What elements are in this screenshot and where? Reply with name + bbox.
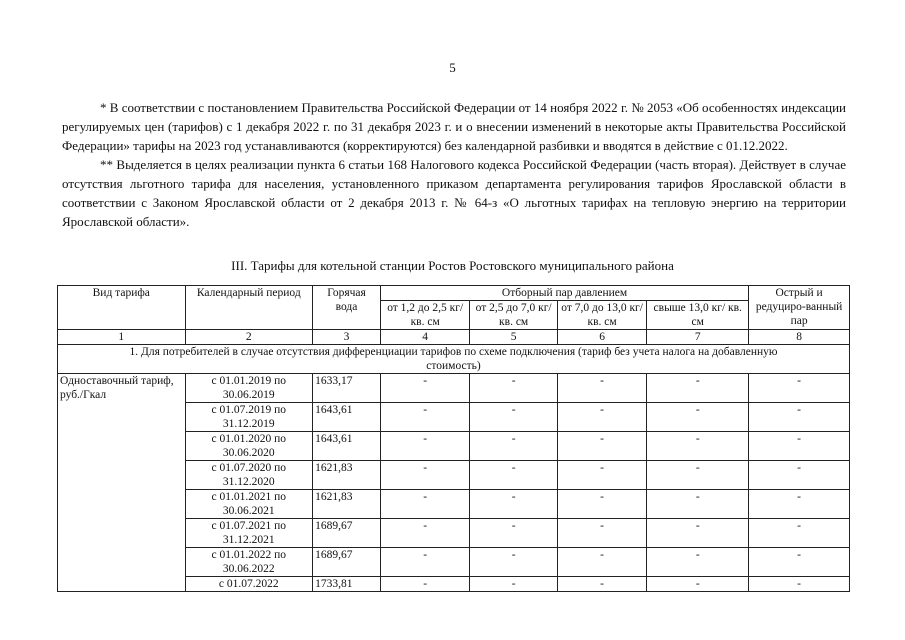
period-cell: с 01.07.2020 по 31.12.2020 xyxy=(185,461,313,490)
hot-water-cell: 1643,61 xyxy=(313,403,381,432)
value-cell: - xyxy=(749,519,850,548)
page-number: 5 xyxy=(449,60,456,75)
hot-water-cell: 1621,83 xyxy=(313,461,381,490)
value-cell: - xyxy=(647,577,749,592)
header-row-1 xyxy=(58,286,850,301)
header-hot-water: Горячая вода xyxy=(313,286,381,330)
period-cell: с 01.01.2021 по 30.06.2021 xyxy=(185,490,313,519)
column-number: 2 xyxy=(185,330,313,345)
period-cell: с 01.01.2019 по 30.06.2019 xyxy=(185,374,313,403)
period-cell: с 01.01.2020 по 30.06.2020 xyxy=(185,432,313,461)
column-number: 5 xyxy=(470,330,557,345)
value-cell: - xyxy=(647,374,749,403)
column-number: 1 xyxy=(58,330,186,345)
value-cell: - xyxy=(380,548,469,577)
header-tariff-type: Вид тарифа xyxy=(58,286,186,330)
value-cell: - xyxy=(470,432,557,461)
value-cell: - xyxy=(647,490,749,519)
table-title: III. Тарифы для котельной станции Ростов Ростовского муниципального района xyxy=(231,258,674,273)
value-cell: - xyxy=(557,432,646,461)
value-cell: - xyxy=(470,374,557,403)
value-cell: - xyxy=(557,519,646,548)
period-cell: с 01.07.2022 xyxy=(185,577,313,592)
value-cell: - xyxy=(380,461,469,490)
period-cell: с 01.07.2021 по 31.12.2021 xyxy=(185,519,313,548)
header-sharp-steam: Острый и редуциро-ванный пар xyxy=(749,286,850,330)
tariff-table xyxy=(57,285,850,592)
value-cell: - xyxy=(557,461,646,490)
footnote-2: ** Выделяется в целях реализации пункта 6 статьи 168 Налогового кодекса Российской Федерации (часть вторая). Действует в случае отсутствия льготного тарифа для населения, установленного приказом департамента регулирования тарифов Ярославской области в соответствии с Законом Ярославской области от 2 декабря 2013 г. № 64-з «О льготных тарифах на тепловую энергию на территории Ярославской области». xyxy=(62,157,846,229)
header-steam-2: от 2,5 до 7,0 кг/ кв. см xyxy=(470,301,557,330)
column-number: 8 xyxy=(749,330,850,345)
footnotes xyxy=(62,98,846,231)
column-number: 7 xyxy=(647,330,749,345)
value-cell: - xyxy=(557,548,646,577)
value-cell: - xyxy=(749,374,850,403)
column-numbers-row xyxy=(58,330,850,345)
column-number: 4 xyxy=(380,330,469,345)
value-cell: - xyxy=(557,577,646,592)
section-row xyxy=(58,345,850,374)
header-steam-4: свыше 13,0 кг/ кв. см xyxy=(647,301,749,330)
value-cell: - xyxy=(470,577,557,592)
period-cell: с 01.01.2022 по 30.06.2022 xyxy=(185,548,313,577)
value-cell: - xyxy=(557,403,646,432)
column-number: 3 xyxy=(313,330,381,345)
hot-water-cell: 1643,61 xyxy=(313,432,381,461)
value-cell: - xyxy=(749,432,850,461)
value-cell: - xyxy=(647,519,749,548)
period-cell: с 01.07.2019 по 31.12.2019 xyxy=(185,403,313,432)
value-cell: - xyxy=(749,461,850,490)
hot-water-cell: 1621,83 xyxy=(313,490,381,519)
section-title: 1. Для потребителей в случае отсутствия дифференциации тарифов по схеме подключения (тариф без учета налога на добавленную стоимость) xyxy=(58,345,850,374)
value-cell: - xyxy=(749,403,850,432)
value-cell: - xyxy=(470,519,557,548)
hot-water-cell: 1633,17 xyxy=(313,374,381,403)
header-steam-3: от 7,0 до 13,0 кг/ кв. см xyxy=(557,301,646,330)
value-cell: - xyxy=(470,403,557,432)
value-cell: - xyxy=(470,490,557,519)
value-cell: - xyxy=(557,374,646,403)
value-cell: - xyxy=(647,461,749,490)
value-cell: - xyxy=(380,577,469,592)
value-cell: - xyxy=(647,403,749,432)
value-cell: - xyxy=(470,548,557,577)
value-cell: - xyxy=(380,403,469,432)
value-cell: - xyxy=(749,548,850,577)
value-cell: - xyxy=(380,519,469,548)
hot-water-cell: 1733,81 xyxy=(313,577,381,592)
value-cell: - xyxy=(647,548,749,577)
value-cell: - xyxy=(380,432,469,461)
value-cell: - xyxy=(557,490,646,519)
hot-water-cell: 1689,67 xyxy=(313,519,381,548)
value-cell: - xyxy=(380,490,469,519)
header-period: Календарный период xyxy=(185,286,313,330)
value-cell: - xyxy=(380,374,469,403)
footnote-1: * В соответствии с постановлением Правительства Российской Федерации от 14 ноября 2022 г. № 2053 «Об особенностях индексации регулируемых цен (тарифов) с 1 декабря 2022 г. по 31 декабря 2023 г. и о внесении изменений в некоторые акты Правительства Российской Федерации» тарифы на 2023 год устанавливаются (корректируются) без календарной разбивки и вводятся в действие с 01.12.2022. xyxy=(62,100,846,153)
header-steam-1: от 1,2 до 2,5 кг/ кв. см xyxy=(380,301,469,330)
value-cell: - xyxy=(470,461,557,490)
table-row xyxy=(58,374,850,403)
value-cell: - xyxy=(647,432,749,461)
value-cell: - xyxy=(749,577,850,592)
hot-water-cell: 1689,67 xyxy=(313,548,381,577)
value-cell: - xyxy=(749,490,850,519)
header-steam-group: Отборный пар давлением xyxy=(380,286,748,301)
column-number: 6 xyxy=(557,330,646,345)
row-label: Одноставочный тариф, руб./Гкал xyxy=(58,374,186,592)
